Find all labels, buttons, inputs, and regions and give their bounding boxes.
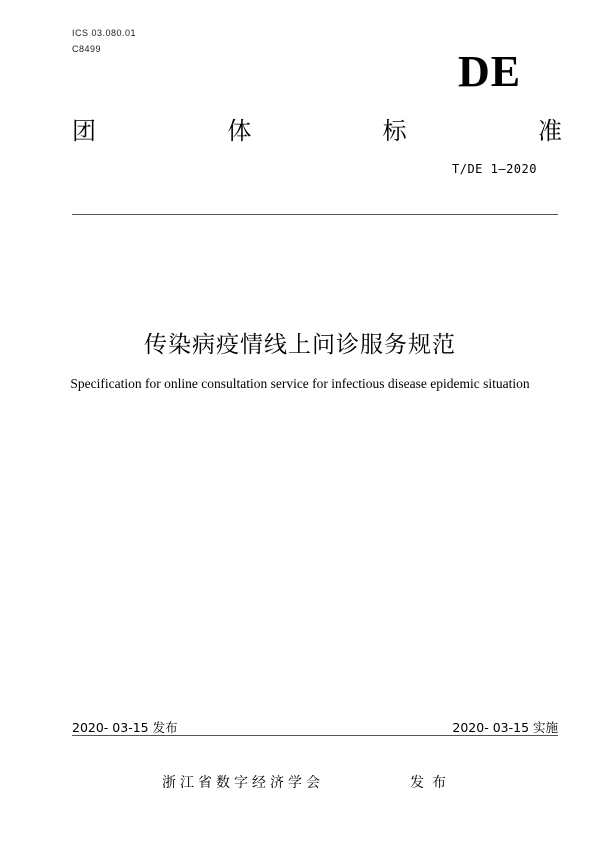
standard-type-char: 团 (72, 117, 96, 145)
title-chinese: 传染病疫情线上问诊服务规范 (144, 332, 456, 358)
standard-number: T/DE 1—2020 (452, 162, 537, 176)
standard-logo: DE (458, 47, 522, 96)
top-divider (72, 214, 558, 215)
standard-type-char: 标 (382, 117, 407, 145)
publisher-name: 浙江省数字经济学会 (162, 775, 324, 791)
ics-code: ICS 03.080.01 (72, 28, 137, 38)
implement-date: 2020- 03-15 实施 (452, 720, 558, 735)
publish-label: 发布 (410, 775, 454, 791)
bottom-divider (72, 735, 558, 736)
standard-type-char: 准 (537, 117, 562, 145)
title-english: Specification for online consultation service for infectious disease epidemic situation (70, 376, 530, 391)
publish-date: 2020- 03-15 发布 (72, 720, 178, 735)
ccs-code: C8499 (72, 44, 102, 54)
standard-type-heading (72, 116, 562, 146)
standard-type-char: 体 (227, 117, 252, 145)
